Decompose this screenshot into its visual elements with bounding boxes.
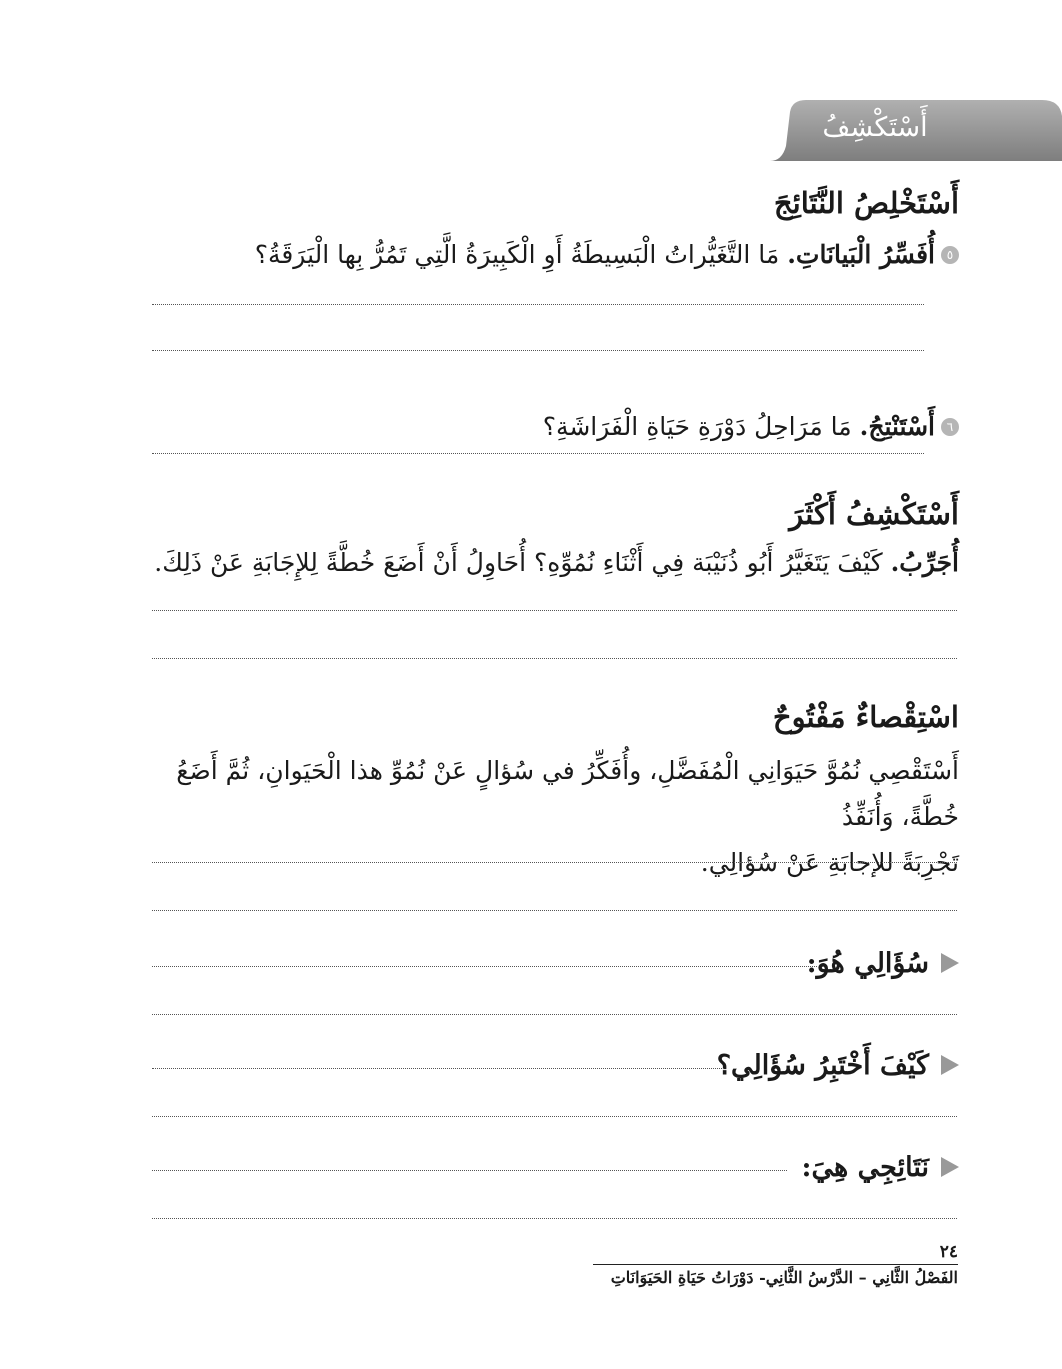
answer-line[interactable] bbox=[152, 1116, 957, 1117]
prompt-label: نَتَائِجِي هِيَ: bbox=[801, 1152, 929, 1183]
answer-line[interactable] bbox=[152, 350, 924, 351]
answer-line[interactable] bbox=[152, 910, 957, 911]
question-5 bbox=[255, 240, 959, 269]
question-number-badge: ٦ bbox=[941, 418, 959, 436]
question-text: مَا التَّغَيُّراتُ الْبَسِيطَةُ أَوِ الْكَبِيرَةُ الَّتِي تَمُرُّ بِها الْيَرَقَةُ؟ bbox=[254, 240, 780, 269]
inquiry-paragraph bbox=[149, 748, 959, 886]
experiment-prompt bbox=[154, 548, 959, 577]
heading-explore-more: أَسْتَكْشِفُ أَكْثَرَ bbox=[789, 497, 959, 531]
page-number: ٢٤ bbox=[939, 1242, 958, 1262]
heading-open-inquiry: اسْتِقْصاءٌ مَفْتُوحٌ bbox=[772, 700, 959, 734]
answer-line[interactable] bbox=[152, 610, 957, 611]
question-number-badge: ٥ bbox=[941, 246, 959, 264]
prompt-text: كَيْفَ يَتَغَيَّرُ أَبُو ذُنَيْبَة فِي أَثْنَاءِ نُمُوِّهِ؟ أُحَاوِلُ أَنْ أَضَعَ خُطَّةً لِلإِجَابَةِ عَنْ ذَلِكَ. bbox=[154, 548, 883, 577]
triangle-bullet-icon bbox=[941, 1055, 959, 1075]
answer-line[interactable] bbox=[152, 1170, 787, 1171]
footer-divider bbox=[593, 1264, 958, 1265]
prompt-my-question bbox=[807, 948, 959, 979]
question-lead: أَسْتَنْتِجُ. bbox=[859, 412, 935, 441]
answer-line[interactable] bbox=[152, 304, 924, 305]
answer-line[interactable] bbox=[152, 1218, 957, 1219]
prompt-my-results bbox=[802, 1152, 959, 1183]
footer-chapter-title: الفَصْلُ الثَّانِي – الدَّرْسُ الثَّانِي- دَوْرَاتُ حَيَاةِ الحَيَوَانَاتِ bbox=[610, 1268, 958, 1287]
answer-line[interactable] bbox=[152, 658, 957, 659]
prompt-label: سُؤَالِي هُوَ: bbox=[806, 948, 929, 979]
prompt-label: كَيْفَ أَخْتَبِرُ سُؤَالِي؟ bbox=[716, 1050, 929, 1081]
section-tab-title: أَسْتَكْشِفُ bbox=[822, 112, 928, 143]
triangle-bullet-icon bbox=[941, 1157, 959, 1177]
answer-line[interactable] bbox=[152, 862, 957, 863]
inquiry-line-1: أَسْتَقْصِي نُمُوَّ حَيَوَانِي الْمُفَضَّلِ، وأُفَكِّرُ في سُؤالٍ عَنْ نُمُوِّ هذا الْحَيَوانِ، ثُمَّ أَضَعُ خُطَّةً، وَأُنَفِّذُ bbox=[176, 756, 959, 831]
inquiry-line-2: تَجْرِبَةً للإجابَةِ عَنْ سُؤالِي. bbox=[700, 848, 959, 877]
triangle-bullet-icon bbox=[941, 953, 959, 973]
question-text: مَا مَرَاحِلُ دَوْرَةِ حَيَاةِ الْفَرَاشَةِ؟ bbox=[542, 412, 852, 441]
answer-line[interactable] bbox=[152, 966, 817, 967]
answer-line[interactable] bbox=[152, 453, 924, 454]
heading-draw-conclusions: أَسْتَخْلِصُ النَّتَائِجَ bbox=[773, 186, 959, 220]
answer-line[interactable] bbox=[152, 1014, 957, 1015]
answer-line[interactable] bbox=[152, 1068, 724, 1069]
question-lead: أُفَسِّرُ الْبَيانَاتِ. bbox=[787, 240, 935, 269]
prompt-how-test bbox=[717, 1050, 959, 1081]
question-6 bbox=[543, 412, 959, 441]
prompt-lead: أُجَرِّبُ. bbox=[890, 548, 959, 577]
